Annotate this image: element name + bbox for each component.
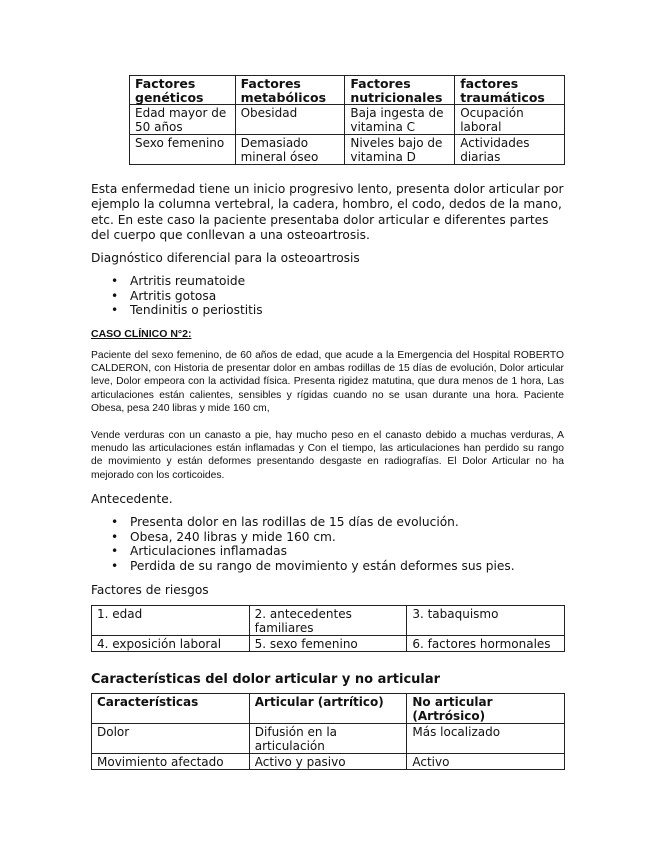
table-cell: 5. sexo femenino: [249, 636, 407, 652]
table-header-row: [92, 694, 565, 724]
risk-table: [91, 605, 565, 652]
table-cell: Movimiento afectado: [92, 754, 250, 770]
table-cell: 2. antecedentes familiares: [249, 606, 407, 636]
table-cell: Edad mayor de 50 años: [130, 105, 236, 135]
table-cell: Niveles bajo de vitamina D: [345, 135, 455, 165]
list-item: • Artritis reumatoide: [91, 274, 263, 289]
table-row: [92, 606, 565, 636]
table-cell: Obesidad: [235, 105, 345, 135]
table-row: [92, 754, 565, 770]
table-cell: Difusión en la articulación: [249, 724, 407, 754]
characteristics-table: [91, 693, 565, 770]
case-paragraph-2: Vende verduras con un canasto a pie, hay mucho peso en el canasto debido a muchas verduras, A menudo las articulaciones están inflamadas y Con el tiempo, las articulaciones han perdido su rango de movimiento y están deformes presentando desgaste en radiografías. El Dolor Articular no ha mejorado con los corticoides.: [91, 430, 564, 481]
list-item: • Perdida de su rango de movimiento y están deformes sus pies.: [91, 559, 515, 574]
table-cell: Sexo femenino: [130, 135, 236, 165]
differential-list: [91, 274, 263, 318]
risk-title: Factores de riesgos: [91, 583, 209, 597]
characteristics-title: Características del dolor articular y no articular: [91, 672, 441, 687]
table-header-cell: Factores metabólicos: [235, 76, 345, 105]
table-header-cell: No articular (Artrósico): [407, 694, 565, 724]
table-cell: 3. tabaquismo: [407, 606, 565, 636]
table-cell: Demasiado mineral óseo: [235, 135, 345, 165]
list-item: • Artritis gotosa: [91, 289, 263, 304]
table-cell: Más localizado: [407, 724, 565, 754]
list-item: • Presenta dolor en las rodillas de 15 días de evolución.: [91, 515, 515, 530]
table-cell: Activo y pasivo: [249, 754, 407, 770]
table-header-cell: Factores genéticos: [130, 76, 236, 105]
table-cell: 4. exposición laboral: [92, 636, 250, 652]
list-item: • Tendinitis o periostitis: [91, 303, 263, 318]
case-paragraph-1: Paciente del sexo femenino, de 60 años de edad, que acude a la Emergencia del Hospital ROBERTO CALDERON, con Historia de presentar dolor en ambas rodillas de 15 días de evolución, Dolor articular leve, Dolor empeora con la actividad física. Presenta rigidez matutina, que dura menos de 1 hora, Las articulaciones están calientes, sensibles y rígidas cuando no se usan durante una hora. Paciente Obesa, pesa 240 libras y mide 160 cm,: [91, 350, 564, 414]
list-item: • Obesa, 240 libras y mide 160 cm.: [91, 530, 515, 545]
antecedent-title: Antecedente.: [91, 492, 173, 506]
table-row: [130, 105, 565, 135]
list-item: • Articulaciones inflamadas: [91, 544, 515, 559]
table-cell: Actividades diarias: [455, 135, 565, 165]
table-cell: Dolor: [92, 724, 250, 754]
table-row: [92, 636, 565, 652]
table-cell: Ocupación laboral: [455, 105, 565, 135]
table-cell: Baja ingesta de vitamina C: [345, 105, 455, 135]
table-cell: 1. edad: [92, 606, 250, 636]
table-header-cell: factores traumáticos: [455, 76, 565, 105]
table-header-cell: Factores nutricionales: [345, 76, 455, 105]
table-cell: Activo: [407, 754, 565, 770]
differential-title: Diagnóstico diferencial para la osteoartrosis: [91, 251, 360, 265]
case-title: CASO CLÍNICO N°2:: [91, 328, 192, 340]
antecedent-list: [91, 515, 515, 574]
table-header-row: [130, 76, 565, 105]
table-header-cell: Articular (artrítico): [249, 694, 407, 724]
table-cell: 6. factores hormonales: [407, 636, 565, 652]
table-header-cell: Características: [92, 694, 250, 724]
table-row: [130, 135, 565, 165]
intro-paragraph: Esta enfermedad tiene un inicio progresivo lento, presenta dolor articular por ejemplo la columna vertebral, la cadera, hombro, el codo, dedos de la mano, etc. En este caso la paciente presentaba dolor articular e diferentes partes del cuerpo que conllevan a una osteoartrosis.: [91, 182, 564, 242]
factors-table: [129, 75, 565, 165]
table-row: [92, 724, 565, 754]
